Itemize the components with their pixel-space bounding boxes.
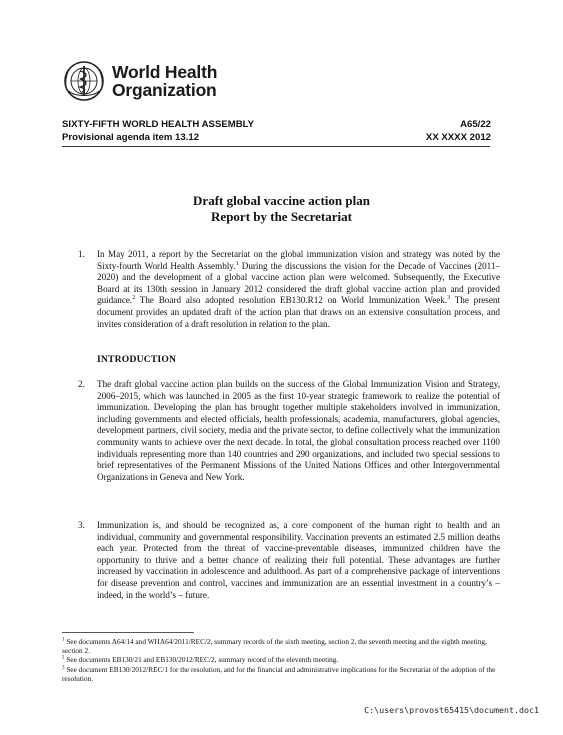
document-title — [0, 193, 563, 225]
footnote-1 — [62, 637, 502, 655]
title-line2: Report by the Secretariat — [211, 209, 352, 224]
title-line1: Draft global vaccine action plan — [193, 193, 370, 208]
footnote-3 — [62, 665, 502, 683]
paragraph-text — [97, 249, 500, 330]
who-emblem-icon — [62, 59, 106, 103]
paragraph-number: 2. — [78, 379, 85, 389]
footnote-text: See document EB130/2012/REC/1 for the resolution, and for the financial and administrative implications for the Secretariat of the adoption of the resolution. — [62, 664, 496, 683]
footnote-mark: 2 — [62, 655, 65, 661]
org-name-line2: Organization — [112, 80, 217, 100]
paragraph-3 — [64, 520, 500, 601]
file-path: C:\users\provost65415\document.doc1 — [364, 705, 539, 715]
footnote-ref[interactable]: 2 — [132, 295, 136, 302]
section-heading: INTRODUCTION — [97, 354, 177, 365]
paragraph-text: The draft global vaccine action plan builds on the success of the Global Immunization Vision and Strategy, 2006–2015, which was launched in 2005 as the first 10-year strategic framework to realize the potential of immunization. Developing the plan has brought together multiple stakeholders involved in immunization, including governments and elected officials, health professionals, academia, manufacturers, global agencies, development partners, civil society, media and the private sector, to define collectively what the immunization community wants to achieve over the next decade. In total, the global consultation process reached over 1100 individuals representing more than 140 countries and 290 organizations, and included two special sessions to brief representatives of the Permanent Missions of the United Nations Offices and other Intergovernmental Organizations in Geneva and New York. — [97, 379, 500, 482]
agenda-item: Provisional agenda item 13.12 — [62, 132, 200, 143]
header-divider — [62, 146, 490, 147]
footnote-mark: 3 — [62, 665, 65, 671]
footnotes — [62, 637, 502, 683]
who-logo — [62, 58, 217, 104]
footnote-divider — [62, 632, 194, 633]
footnote-mark: 1 — [62, 637, 65, 643]
document-meta — [62, 118, 491, 144]
paragraph-2 — [64, 379, 500, 483]
paragraph-1 — [64, 249, 500, 330]
footnote-ref[interactable]: 1 — [235, 260, 239, 267]
footnote-text: See documents A64/14 and WHA64/2011/REC/2, summary records of the sixth meeting, section 2, the seventh meeting and the eighth meeting, section 2. — [62, 637, 487, 656]
assembly-name: SIXTY-FIFTH WORLD HEALTH ASSEMBLY — [62, 119, 255, 130]
org-name-line1: World Health — [112, 62, 218, 82]
footnote-2 — [62, 655, 502, 664]
text-run: The present document provides an updated draft of the action plan that draws on an extensive consultation process, and invites consideration of a draft resolution in relation to the plan. — [97, 295, 500, 329]
document-number: A65/22 — [460, 119, 491, 130]
footnote-text: See documents EB130/21 and EB130/2012/REC/2, summary record of the eleventh meeting. — [64, 655, 339, 665]
text-run: In May 2011, a report by the Secretariat on the global immunization vision and strategy was noted by the Sixty-fourth World Health Assembly. — [97, 249, 500, 271]
paragraph-number: 3. — [78, 520, 85, 530]
text-run: During the discussions the vision for the Decade of Vaccines (2011–2020) and the development of a global vaccine action plan were welcomed. Subsequently, the Executive Board at its 130th session in January 2012 considered the draft global vaccine action plan and provided guidance. — [97, 260, 501, 306]
org-name — [112, 63, 217, 99]
document-date: XX XXXX 2012 — [425, 132, 491, 143]
text-run: The Board also adopted resolution EB130.R12 on World Immunization Week. — [135, 295, 448, 306]
footnote-ref[interactable]: 3 — [447, 295, 451, 302]
paragraph-number: 1. — [78, 249, 85, 259]
paragraph-text: Immunization is, and should be recognized as, a core component of the human right to health and an individual, community and governmental responsibility. Vaccination prevents an estimated 2.5 million deaths each year. Protected from the threat of vaccine-preventable diseases, immunized children have the opportunity to thrive and a better chance of realizing their full potential. These advantages are further increased by vaccination in adolescence and adulthood. As part of a comprehensive package of interventions for disease prevention and control, vaccines and immunization are an essential investment in a country’s – indeed, in the world’s – future. — [97, 520, 500, 600]
